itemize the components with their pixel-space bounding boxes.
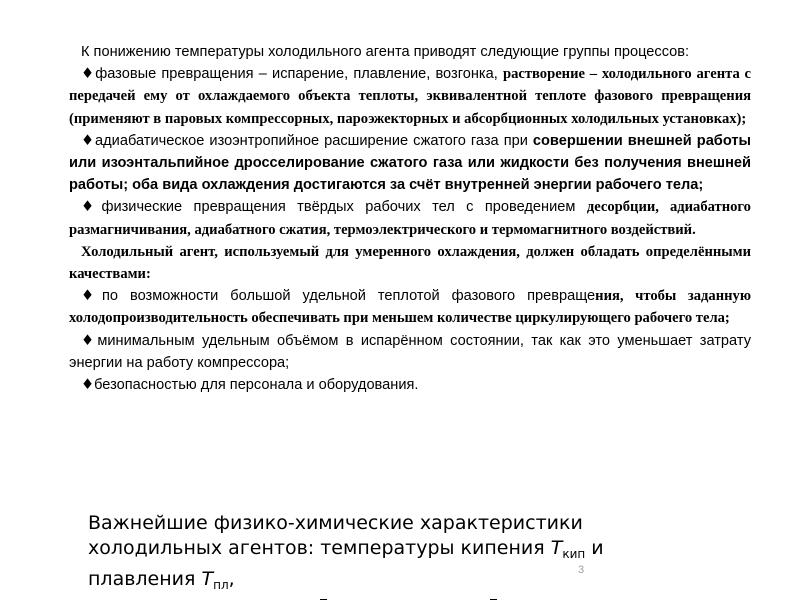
diamond-bullet-icon: ♦ [81,287,103,305]
cropped-glyph [320,592,327,600]
middle-paragraph: Холодильный агент, используемый для умеренного охлаждения, должен обладать определёнными качествами: [69,243,751,283]
heading-line-2-text: холодильных агентов: температуры кипения [88,537,551,559]
bullet-tail: совершении внешней работы или изоэнтальпийное дросселирование сжатого газа или жидкости без получения внешней работы; оба вида охлаждения достигаются за счёт внутренней энергии рабочего тела; [69,132,751,194]
heading-line-3-end: , [228,568,235,590]
intro-paragraph: К понижению температуры холодильного агента приводят следующие группы процессов: [81,44,690,60]
bullet-item-1 [69,63,751,130]
bullet-item-3 [69,196,751,240]
bullet-lead: безопасностью для персонала и оборудования. [94,377,419,394]
bullet-item-5 [69,330,751,374]
diamond-bullet-icon: ♦ [81,376,95,394]
diamond-bullet-icon: ♦ [81,198,102,216]
bullet-lead: адиабатическое изоэнтропийное расширение сжатого газа при [95,132,533,149]
heading-line-1: Важнейшие физико-химические характеристики [88,512,583,534]
heading-line-2-end: и [585,537,604,559]
bullet-tail: десорбции, адиабатного размагничивания, адиабатного сжатия, термоэлектрического и термомагнитного воздействий. [69,199,751,238]
bullet-item-4 [69,285,751,329]
diamond-bullet-icon: ♦ [81,65,96,83]
boiling-temperature-subscript: кип [562,547,586,561]
bullet-lead: физические превращения твёрдых рабочих тел с проведением [101,199,587,216]
melting-temperature-subscript: пл [213,578,229,592]
cropped-glyph [490,592,497,600]
diamond-bullet-icon: ♦ [81,131,96,149]
slide-heading [88,511,728,598]
boiling-temperature-symbol: T [550,537,563,559]
diamond-bullet-icon: ♦ [81,331,98,349]
bullet-tail: растворение – холодильного агента с передачей ему от охлаждаемого объекта теплоты, эквивалентной теплоте фазового превращения (применяют в паровых компрессорных, пароэжекторных и абсорбционных холодильных установках); [69,66,752,127]
bullet-lead: по возможности большой удельной теплотой фазового превраще [102,288,596,305]
melting-temperature-symbol: T [201,568,214,590]
bullet-item-6 [69,374,751,396]
bullet-item-2 [69,130,751,197]
body-text [69,41,751,396]
bullet-tail: ния, чтобы заданную холодопроизводительность обеспечивать при меньшем количестве циркулирующего рабочего тела; [69,288,751,327]
slide-number: 3 [578,564,585,576]
cropped-text-fragment [190,590,570,600]
bullet-lead: фазовые превращения – испарение, плавление, возгонка, [95,66,503,83]
heading-line-2 [88,536,728,567]
heading-line-3-text: плавления [88,568,202,590]
bullet-lead: минимальным удельным объёмом в испарённом состоянии, так как это уменьшает затрату энергии на работу компрессора; [69,332,751,371]
